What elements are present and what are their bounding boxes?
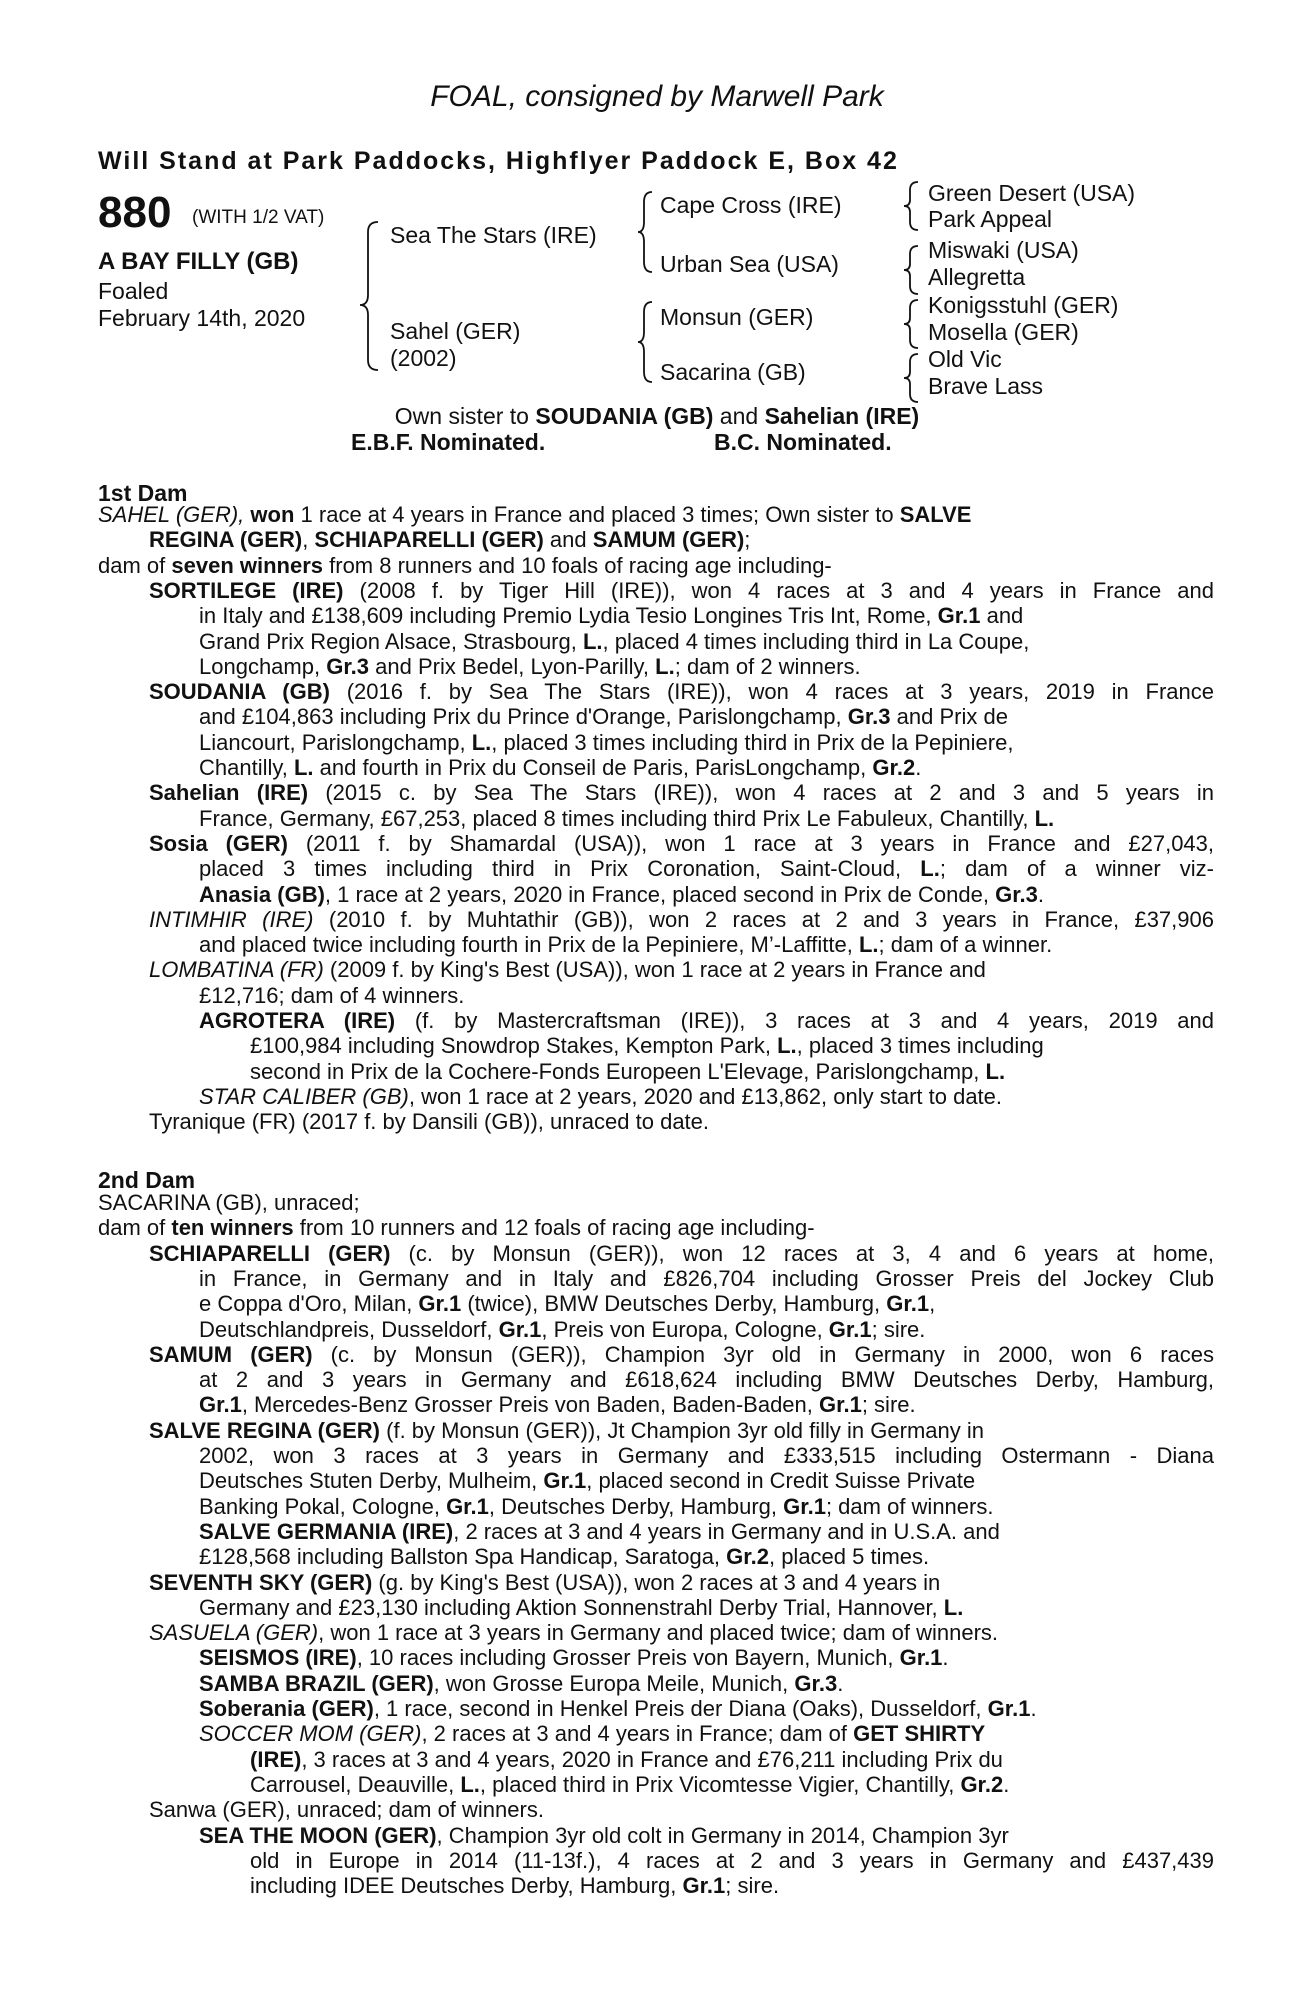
- text-run: dam of: [98, 552, 172, 578]
- own-sister-name-2: Sahelian (IRE): [764, 403, 920, 429]
- bc-nomination: B.C. Nominated.: [714, 429, 892, 455]
- ebf-nomination: E.B.F. Nominated.: [351, 429, 546, 455]
- pedigree-sss: Green Desert (USA): [928, 180, 1136, 206]
- text-run: Sanwa (GER), unraced; dam of winners.: [149, 1797, 544, 1823]
- second-dam-line: [199, 1392, 916, 1417]
- first-dam-line: [199, 603, 1023, 628]
- text-run: Liancourt, Parislongchamp,: [199, 729, 472, 755]
- text-run: .: [1030, 1696, 1037, 1721]
- text-run: .: [915, 755, 922, 780]
- second-dam-heading: 2nd Dam: [98, 1167, 196, 1193]
- text-run: seven winners: [171, 552, 324, 578]
- text-run: STAR CALIBER (GB): [199, 1083, 409, 1109]
- text-run: SACARINA (GB), unraced;: [98, 1190, 360, 1215]
- text-run: Carrousel, Deauville,: [250, 1771, 461, 1797]
- second-dam-line: [199, 1721, 985, 1746]
- text-run: Deutsches Stuten Derby, Mulheim,: [199, 1468, 544, 1494]
- text-run: SCHIAPARELLI (GER): [314, 527, 544, 553]
- text-run: L.: [920, 856, 940, 882]
- text-run: Gr.1: [819, 1392, 862, 1418]
- pedigree-dam-dam: Sacarina (GB): [660, 359, 806, 385]
- text-run: , 1 race, second in Henkel Preis der Diana (Oaks), Dusseldorf,: [373, 1696, 988, 1721]
- first-dam-line: [199, 1008, 1214, 1033]
- text-run: (g. by King's Best (USA)), won 2 races at 3 and 4 years in: [372, 1569, 941, 1595]
- stand-location: Will Stand at Park Paddocks, Highflyer Paddock E, Box 42: [98, 147, 899, 175]
- second-dam-line: [250, 1873, 779, 1898]
- first-dam-heading: 1st Dam: [98, 480, 188, 506]
- text-run: (IRE): [250, 1746, 302, 1772]
- own-sister-prefix: Own sister to: [394, 403, 536, 429]
- text-run: SCHIAPARELLI (GER): [149, 1240, 391, 1266]
- text-run: SAMUM (GER): [592, 527, 745, 553]
- text-run: , placed 3 times including third in Prix de la Pepiniere,: [491, 729, 1014, 755]
- text-run: and: [980, 603, 1024, 629]
- text-run: ; dam of a winner.: [878, 932, 1053, 958]
- foaled-label: Foaled: [98, 278, 169, 304]
- text-run: SAHEL (GER),: [98, 502, 251, 527]
- text-run: in Italy and £138,609 including Premio Lydia Tesio Longines Tris Int, Rome,: [199, 603, 938, 629]
- text-run: Gr.1: [886, 1291, 930, 1317]
- text-run: Germany and £23,130 including Aktion Sonnenstrahl Derby Trial, Hannover,: [199, 1594, 944, 1620]
- text-run: .: [942, 1645, 949, 1671]
- text-run: (c. by Monsun (GER)), won 12 races at 3, 4 and 6 years at home,: [390, 1240, 1214, 1266]
- text-run: old in Europe in 2014 (11-13f.), 4 races at 2 and 3 years in Germany and £437,439: [250, 1847, 1214, 1873]
- text-run: , placed 5 times.: [768, 1544, 930, 1570]
- text-run: from 8 runners and 10 foals of racing age including-: [323, 552, 832, 578]
- text-run: ; dam of a winner viz-: [939, 856, 1214, 882]
- first-dam-line: [149, 1109, 709, 1134]
- second-dam-line: [199, 1696, 1037, 1721]
- text-run: SOUDANIA (GB): [149, 679, 330, 705]
- text-run: Gr.1: [199, 1392, 242, 1418]
- text-run: , placed second in Credit Suisse Private: [586, 1468, 976, 1494]
- text-run: L.: [582, 628, 603, 654]
- text-run: Longchamp,: [199, 653, 327, 679]
- second-dam-line: [199, 1317, 925, 1342]
- second-dam-line: [250, 1772, 1009, 1797]
- second-dam-line: [149, 1241, 1214, 1266]
- text-run: , won Grosse Europa Meile, Munich,: [433, 1670, 795, 1696]
- text-run: Gr.2: [872, 755, 916, 780]
- text-run: LOMBATINA (FR): [149, 957, 324, 983]
- text-run: Gr.1: [783, 1493, 826, 1519]
- text-run: , won 1 race at 3 years in Germany and placed twice; dam of winners.: [318, 1620, 999, 1646]
- pedigree-sdd: Allegretta: [928, 264, 1026, 290]
- pedigree-dam-year: (2002): [390, 345, 457, 371]
- text-run: SOCCER MOM (GER): [199, 1721, 422, 1747]
- text-run: L.: [858, 932, 879, 958]
- text-run: Gr.1: [899, 1645, 943, 1671]
- text-run: and Prix de: [890, 704, 1008, 730]
- text-run: ,: [929, 1291, 936, 1317]
- first-dam-line: [250, 1033, 1044, 1058]
- text-run: (2008 f. by Tiger Hill (IRE)), won 4 races at 3 and 4 years in France and: [343, 577, 1214, 603]
- text-run: , placed third in Prix Vicomtesse Vigier, Chantilly,: [479, 1771, 961, 1797]
- text-run: Gr.1: [682, 1873, 726, 1899]
- text-run: France, Germany, £67,253, placed 8 times including third Prix Le Fabuleux, Chantilly,: [199, 805, 1035, 831]
- text-run: ; sire.: [871, 1316, 926, 1342]
- text-run: , won 1 race at 2 years, 2020 and £13,862, only start to date.: [408, 1083, 1003, 1109]
- text-run: and: [543, 527, 593, 553]
- second-dam-line: [149, 1570, 940, 1595]
- text-run: Gr.1: [937, 603, 981, 629]
- text-run: L.: [1034, 805, 1055, 831]
- text-run: Tyranique (FR) (2017 f. by Dansili (GB)), unraced to date.: [149, 1109, 710, 1135]
- text-run: ten winners: [171, 1215, 294, 1241]
- second-dam-line: [250, 1747, 1003, 1772]
- first-dam-line: [199, 932, 1052, 957]
- text-run: , placed 3 times including: [796, 1033, 1044, 1059]
- text-run: , 2 races at 3 and 4 years in France; dam of: [421, 1721, 854, 1747]
- second-dam-line: [199, 1519, 1000, 1544]
- text-run: L.: [943, 1594, 964, 1620]
- text-run: SALVE REGINA (GER): [149, 1417, 381, 1443]
- text-run: SAMBA BRAZIL (GER): [199, 1670, 434, 1696]
- first-dam-line: [199, 856, 1214, 881]
- text-run: Gr.1: [543, 1468, 587, 1494]
- text-run: SEISMOS (IRE): [199, 1645, 357, 1671]
- first-dam-line: [199, 1084, 1002, 1109]
- second-dam-line: [149, 1418, 984, 1443]
- second-dam-line: [149, 1620, 998, 1645]
- first-dam-line: [98, 502, 971, 527]
- first-dam-line: [149, 780, 1214, 805]
- text-run: Gr.3: [995, 881, 1038, 907]
- text-run: SORTILEGE (IRE): [149, 577, 344, 603]
- text-run: SEA THE MOON (GER): [199, 1822, 437, 1848]
- first-dam-line: [199, 654, 861, 679]
- text-run: ,: [302, 527, 315, 553]
- text-run: , Champion 3yr old colt in Germany in 2014, Champion 3yr: [436, 1822, 1009, 1848]
- text-run: and fourth in Prix du Conseil de Paris, ParisLongchamp,: [313, 755, 873, 780]
- pedigree-dss: Konigsstuhl (GER): [928, 292, 1119, 318]
- text-run: (2015 c. by Sea The Stars (IRE)), won 4 races at 2 and 3 and 5 years in: [308, 780, 1214, 806]
- text-run: Gr.1: [418, 1291, 462, 1317]
- text-run: L.: [655, 653, 675, 679]
- second-dam-line: [199, 1494, 993, 1519]
- first-dam-line: [250, 1059, 1005, 1084]
- first-dam-line: [199, 755, 921, 780]
- text-run: SALVE: [899, 502, 972, 527]
- text-run: Gr.2: [726, 1544, 769, 1570]
- second-dam-line: [149, 1342, 1214, 1367]
- text-run: SEVENTH SKY (GER): [149, 1569, 373, 1595]
- first-dam-line: [149, 907, 1214, 932]
- pedigree-dam-sire: Monsun (GER): [660, 304, 814, 330]
- text-run: ;: [744, 527, 751, 553]
- pedigree-dsd: Mosella (GER): [928, 319, 1079, 345]
- consignor-line: FOAL, consigned by Marwell Park: [430, 80, 884, 113]
- text-run: SASUELA (GER): [149, 1620, 319, 1646]
- text-run: Sahelian (IRE): [149, 780, 309, 806]
- text-run: L.: [293, 755, 314, 780]
- second-dam-line: [98, 1215, 815, 1240]
- second-dam-line: [98, 1190, 360, 1215]
- text-run: and Prix Bedel, Lyon-Parilly,: [369, 653, 656, 679]
- text-run: , 2 races at 3 and 4 years in Germany and in U.S.A. and: [453, 1518, 1000, 1544]
- first-dam-line: [199, 983, 464, 1008]
- text-run: , Mercedes-Benz Grosser Preis von Baden, Baden-Baden,: [241, 1392, 820, 1418]
- text-run: won: [250, 502, 295, 527]
- vat-note: (WITH 1/2 VAT): [192, 207, 325, 228]
- text-run: REGINA (GER): [149, 527, 303, 553]
- first-dam-line: [199, 629, 1029, 654]
- text-run: (f. by Mastercraftsman (IRE)), 3 races at 3 and 4 years, 2019 and: [395, 1008, 1214, 1033]
- second-dam-line: [199, 1266, 1214, 1291]
- text-run: L.: [471, 729, 492, 755]
- text-run: Soberania (GER): [199, 1696, 374, 1721]
- text-run: .: [1037, 881, 1045, 907]
- text-run: Gr.1: [446, 1493, 489, 1519]
- text-run: placed 3 times including third in Prix Coronation, Saint-Cloud,: [199, 856, 921, 882]
- text-run: , placed 4 times including third in La Coupe,: [602, 628, 1030, 654]
- text-run: SAMUM (GER): [149, 1341, 313, 1367]
- text-run: L.: [460, 1771, 480, 1797]
- text-run: L.: [777, 1033, 797, 1059]
- first-dam-line: [149, 527, 750, 552]
- second-dam-line: [199, 1291, 935, 1316]
- pedigree-sire-sire: Cape Cross (IRE): [660, 192, 842, 218]
- second-dam-line: [199, 1468, 975, 1493]
- text-run: and £104,863 including Prix du Prince d'Orange, Parislongchamp,: [199, 704, 848, 730]
- text-run: 1 race at 4 years in France and placed 3 times; Own sister to: [294, 502, 900, 527]
- text-run: Gr.2: [960, 1771, 1004, 1797]
- pedigree-dam: Sahel (GER): [390, 318, 521, 344]
- text-run: Gr.3: [794, 1670, 838, 1696]
- text-run: , 1 race at 2 years, 2020 in France, placed second in Prix de Conde,: [324, 881, 996, 907]
- text-run: £12,716; dam of 4 winners.: [199, 982, 465, 1008]
- text-run: at 2 and 3 years in Germany and £618,624 including BMW Deutsches Derby, Hamburg,: [199, 1367, 1214, 1393]
- text-run: £128,568 including Ballston Spa Handicap, Saratoga,: [199, 1544, 727, 1570]
- pedigree-ddd: Brave Lass: [928, 373, 1044, 399]
- second-dam-line: [199, 1645, 949, 1670]
- pedigree-dds: Old Vic: [928, 346, 1002, 372]
- pedigree-sire-dam: Urban Sea (USA): [660, 251, 839, 277]
- text-run: INTIMHIR (IRE): [149, 906, 314, 932]
- text-run: , 10 races including Grosser Preis von Bayern, Munich,: [356, 1645, 900, 1671]
- text-run: Gr.3: [326, 653, 370, 679]
- text-run: Gr.1: [828, 1316, 872, 1342]
- text-run: ; dam of 2 winners.: [674, 653, 861, 679]
- text-run: , Preis von Europa, Cologne,: [541, 1316, 829, 1342]
- text-run: (twice), BMW Deutsches Derby, Hamburg,: [461, 1291, 887, 1317]
- text-run: Gr.3: [847, 704, 891, 730]
- own-sister-joiner: and: [713, 403, 765, 429]
- text-run: second in Prix de la Cochere-Fonds Europeen L'Elevage, Parislongchamp,: [250, 1058, 986, 1084]
- text-run: , Deutsches Derby, Hamburg,: [488, 1493, 784, 1519]
- text-run: in France, in Germany and in Italy and £826,704 including Grosser Preis del Jockey Club: [199, 1265, 1214, 1291]
- text-run: L.: [985, 1058, 1006, 1084]
- own-sister-note: [0, 403, 1314, 430]
- text-run: dam of: [98, 1215, 172, 1241]
- pedigree-sire: Sea The Stars (IRE): [390, 222, 597, 248]
- text-run: AGROTERA (IRE): [199, 1008, 396, 1033]
- text-run: ; dam of winners.: [825, 1493, 994, 1519]
- text-run: Banking Pokal, Cologne,: [199, 1493, 447, 1519]
- second-dam-line: [250, 1848, 1214, 1873]
- foaled-date: February 14th, 2020: [98, 305, 306, 331]
- text-run: , 3 races at 3 and 4 years, 2020 in France and £76,211 including Prix du: [301, 1746, 1003, 1772]
- text-run: (c. by Monsun (GER)), Champion 3yr old in Germany in 2000, won 6 races: [312, 1341, 1214, 1367]
- first-dam-line: [149, 831, 1214, 856]
- text-run: (2009 f. by King's Best (USA)), won 1 race at 2 years in France and: [323, 957, 986, 983]
- text-run: and placed twice including fourth in Prix de la Pepiniere, M’-Laffitte,: [199, 932, 859, 958]
- text-run: (2011 f. by Shamardal (USA)), won 1 race at 3 years in France and £27,043,: [287, 830, 1215, 856]
- text-run: Deutschlandpreis, Dusseldorf,: [199, 1316, 499, 1342]
- pedigree-ssd: Park Appeal: [928, 206, 1053, 232]
- text-run: Gr.1: [987, 1696, 1031, 1721]
- text-run: Sosia (GER): [149, 830, 288, 856]
- second-dam-line: [199, 1544, 929, 1569]
- text-run: Grand Prix Region Alsace, Strasbourg,: [199, 628, 583, 654]
- second-dam-line: [199, 1671, 843, 1696]
- text-run: SALVE GERMANIA (IRE): [199, 1518, 454, 1544]
- text-run: from 10 runners and 12 foals of racing age including-: [293, 1215, 815, 1241]
- text-run: including IDEE Deutsches Derby, Hamburg,: [250, 1873, 683, 1899]
- first-dam-line: [98, 553, 832, 578]
- text-run: (2010 f. by Muhtathir (GB)), won 2 races at 2 and 3 years in France, £37,906: [313, 906, 1214, 932]
- own-sister-name-1: SOUDANIA (GB): [535, 403, 714, 429]
- second-dam-line: [149, 1797, 544, 1822]
- text-run: e Coppa d'Oro, Milan,: [199, 1291, 419, 1317]
- second-dam-line: [199, 1595, 963, 1620]
- second-dam-line: [199, 1367, 1214, 1392]
- first-dam-line: [199, 730, 1013, 755]
- second-dam-line: [199, 1823, 1009, 1848]
- text-run: .: [837, 1670, 844, 1696]
- first-dam-line: [199, 704, 1008, 729]
- lot-number: 880: [98, 188, 172, 237]
- text-run: .: [1003, 1771, 1010, 1797]
- first-dam-line: [199, 882, 1044, 907]
- lot-title: A BAY FILLY (GB): [98, 248, 299, 275]
- text-run: GET SHIRTY: [853, 1721, 986, 1747]
- first-dam-line: [149, 578, 1214, 603]
- first-dam-line: [199, 806, 1054, 831]
- first-dam-line: [149, 679, 1214, 704]
- text-run: ; sire.: [725, 1873, 780, 1899]
- text-run: 2002, won 3 races at 3 years in Germany and £333,515 including Ostermann - Diana: [199, 1443, 1214, 1468]
- first-dam-line: [149, 957, 986, 982]
- pedigree-sds: Miswaki (USA): [928, 237, 1079, 263]
- text-run: ; sire.: [861, 1392, 916, 1418]
- second-dam-line: [199, 1443, 1214, 1468]
- text-run: £100,984 including Snowdrop Stakes, Kempton Park,: [250, 1033, 778, 1059]
- text-run: (f. by Monsun (GER)), Jt Champion 3yr old filly in Germany in: [380, 1417, 984, 1443]
- text-run: Anasia (GB): [199, 881, 325, 907]
- text-run: (2016 f. by Sea The Stars (IRE)), won 4 races at 3 years, 2019 in France: [329, 679, 1214, 705]
- pedigree-brackets: [0, 0, 1314, 420]
- text-run: Gr.1: [498, 1316, 542, 1342]
- text-run: Chantilly,: [199, 755, 294, 780]
